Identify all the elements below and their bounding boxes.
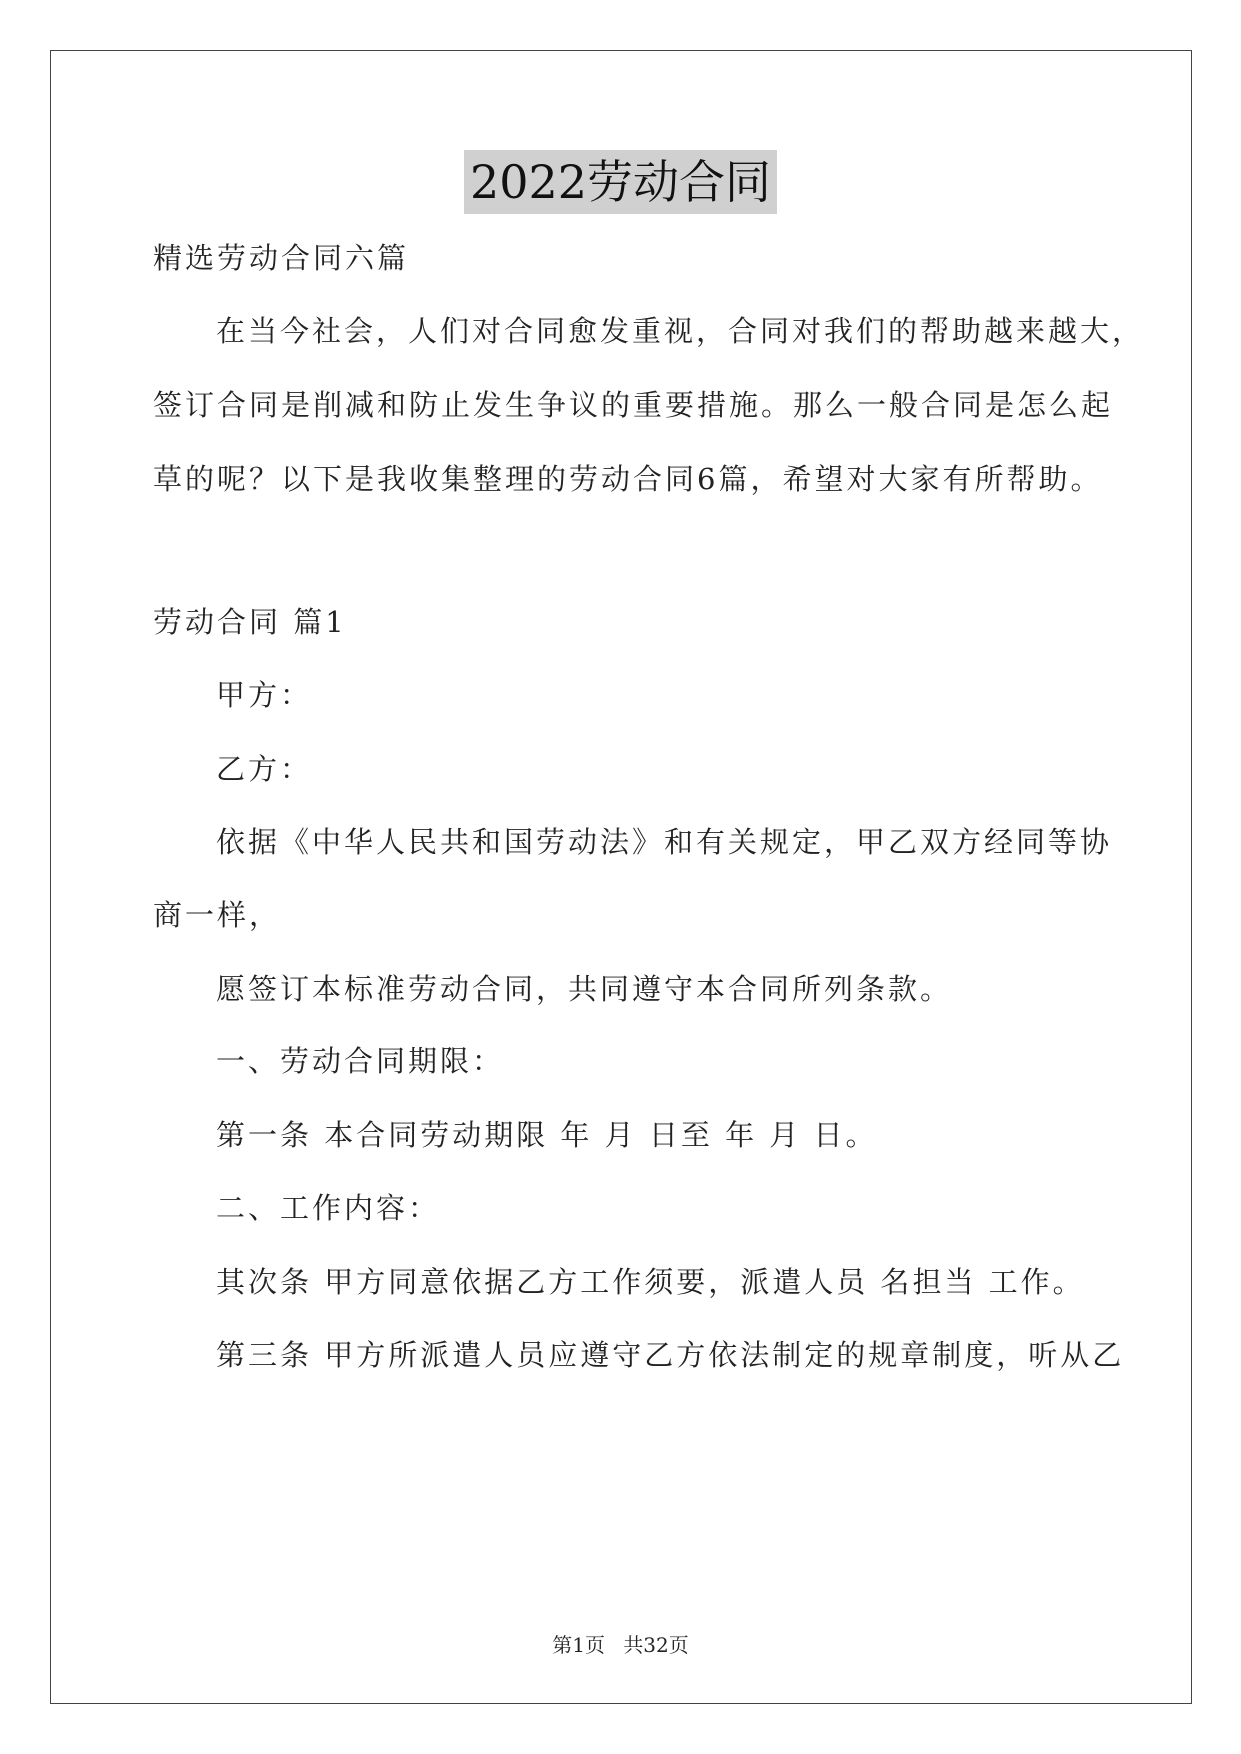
- body-line: 草的呢？以下是我收集整理的劳动合同6篇，希望对大家有所帮助。: [153, 462, 1103, 496]
- page-border: [50, 50, 1192, 1704]
- body-line: 愿签订本标准劳动合同，共同遵守本合同所列条款。: [216, 972, 953, 1006]
- page-number: 第1页: [552, 1633, 605, 1657]
- party-b-line: 乙方：: [216, 752, 313, 786]
- clause-heading: 一、劳动合同期限：: [216, 1044, 505, 1078]
- party-a-line: 甲方：: [216, 678, 313, 712]
- body-line: 签订合同是削减和防止发生争议的重要措施。那么一般合同是怎么起: [153, 388, 1114, 422]
- body-line: 在当今社会，人们对合同愈发重视，合同对我们的帮助越来越大，: [216, 314, 1145, 348]
- document-title-wrap: [0, 150, 1241, 214]
- clause-heading: 二、工作内容：: [216, 1191, 441, 1225]
- page-footer: [0, 1629, 1241, 1658]
- document-title: 2022劳动合同: [464, 150, 777, 214]
- page-total: 共32页: [623, 1633, 689, 1657]
- clause-line: 第三条 甲方所派遣人员应遵守乙方依法制定的规章制度，听从乙: [216, 1338, 1125, 1372]
- body-line: 商一样，: [153, 898, 282, 932]
- clause-line: 其次条 甲方同意依据乙方工作须要，派遣人员 名担当 工作。: [216, 1265, 1085, 1299]
- body-line: 依据《中华人民共和国劳动法》和有关规定，甲乙双方经同等协: [216, 825, 1113, 859]
- clause-line: 第一条 本合同劳动期限 年 月 日至 年 月 日。: [216, 1118, 878, 1152]
- subtitle-line: 精选劳动合同六篇: [153, 241, 410, 275]
- section-heading: 劳动合同 篇1: [153, 605, 347, 639]
